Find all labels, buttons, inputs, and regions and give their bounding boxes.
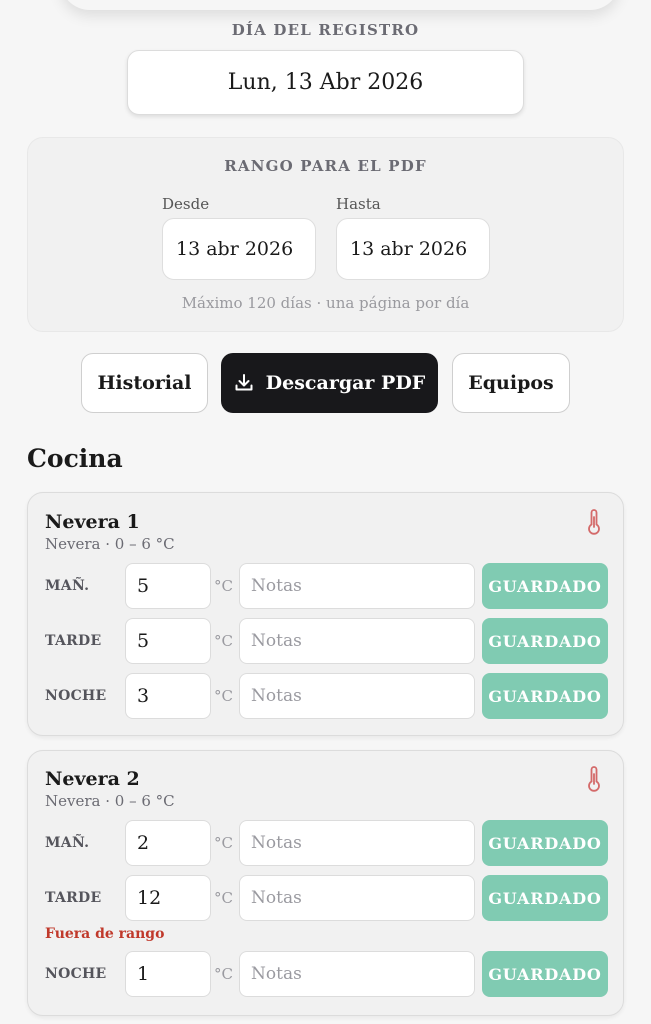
- temperature-input[interactable]: 5: [125, 563, 211, 609]
- download-pdf-button[interactable]: [221, 353, 438, 413]
- to-date-input[interactable]: 13 abr 2026: [336, 218, 490, 280]
- temperature-input[interactable]: 2: [125, 820, 211, 866]
- to-label: Hasta: [336, 195, 381, 213]
- temperature-input[interactable]: 12: [125, 875, 211, 921]
- notes-input[interactable]: Notas: [239, 673, 475, 719]
- row-label-night: NOCHE: [45, 688, 107, 704]
- device-card: [27, 492, 624, 736]
- download-icon: [234, 373, 254, 393]
- notes-input[interactable]: Notas: [239, 618, 475, 664]
- unit-label: °C: [214, 577, 233, 595]
- saved-button[interactable]: GUARDADO: [482, 618, 608, 664]
- row-label-morning: MAÑ.: [45, 835, 90, 851]
- range-note: Máximo 120 días · una página por día: [181, 294, 470, 312]
- unit-label: °C: [214, 965, 233, 983]
- unit-label: °C: [214, 632, 233, 650]
- unit-label: °C: [214, 889, 233, 907]
- saved-button[interactable]: GUARDADO: [482, 820, 608, 866]
- history-button[interactable]: Historial: [81, 353, 208, 413]
- temperature-input[interactable]: 1: [125, 951, 211, 997]
- saved-button[interactable]: GUARDADO: [482, 673, 608, 719]
- saved-button[interactable]: GUARDADO: [482, 875, 608, 921]
- area-title: Cocina: [27, 444, 123, 473]
- row-label-afternoon: TARDE: [45, 633, 102, 649]
- download-pdf-label: Descargar PDF: [265, 372, 426, 394]
- row-label-morning: MAÑ.: [45, 578, 90, 594]
- top-sheet-edge: [60, 0, 620, 10]
- row-label-night: NOCHE: [45, 966, 107, 982]
- saved-button[interactable]: GUARDADO: [482, 951, 608, 997]
- unit-label: °C: [214, 834, 233, 852]
- day-label: DÍA DEL REGISTRO: [231, 21, 420, 39]
- date-picker[interactable]: Lun, 13 Abr 2026: [127, 50, 524, 115]
- device-range: Nevera · 0 – 6 °C: [45, 535, 175, 553]
- saved-button[interactable]: GUARDADO: [482, 563, 608, 609]
- temperature-input[interactable]: 3: [125, 673, 211, 719]
- from-label: Desde: [162, 195, 210, 213]
- notes-input[interactable]: Notas: [239, 820, 475, 866]
- out-of-range-warning: Fuera de rango: [45, 926, 165, 942]
- from-date-input[interactable]: 13 abr 2026: [162, 218, 316, 280]
- temperature-input[interactable]: 5: [125, 618, 211, 664]
- notes-input[interactable]: Notas: [239, 875, 475, 921]
- notes-input[interactable]: Notas: [239, 563, 475, 609]
- device-name: Nevera 1: [45, 511, 140, 533]
- row-label-afternoon: TARDE: [45, 890, 102, 906]
- unit-label: °C: [214, 687, 233, 705]
- device-range: Nevera · 0 – 6 °C: [45, 792, 175, 810]
- thermometer-icon: [587, 509, 601, 535]
- device-name: Nevera 2: [45, 768, 140, 790]
- equipment-button[interactable]: Equipos: [452, 353, 570, 413]
- thermometer-icon: [587, 766, 601, 792]
- pdf-range-title: RANGO PARA EL PDF: [224, 157, 427, 175]
- device-card: [27, 750, 624, 1016]
- notes-input[interactable]: Notas: [239, 951, 475, 997]
